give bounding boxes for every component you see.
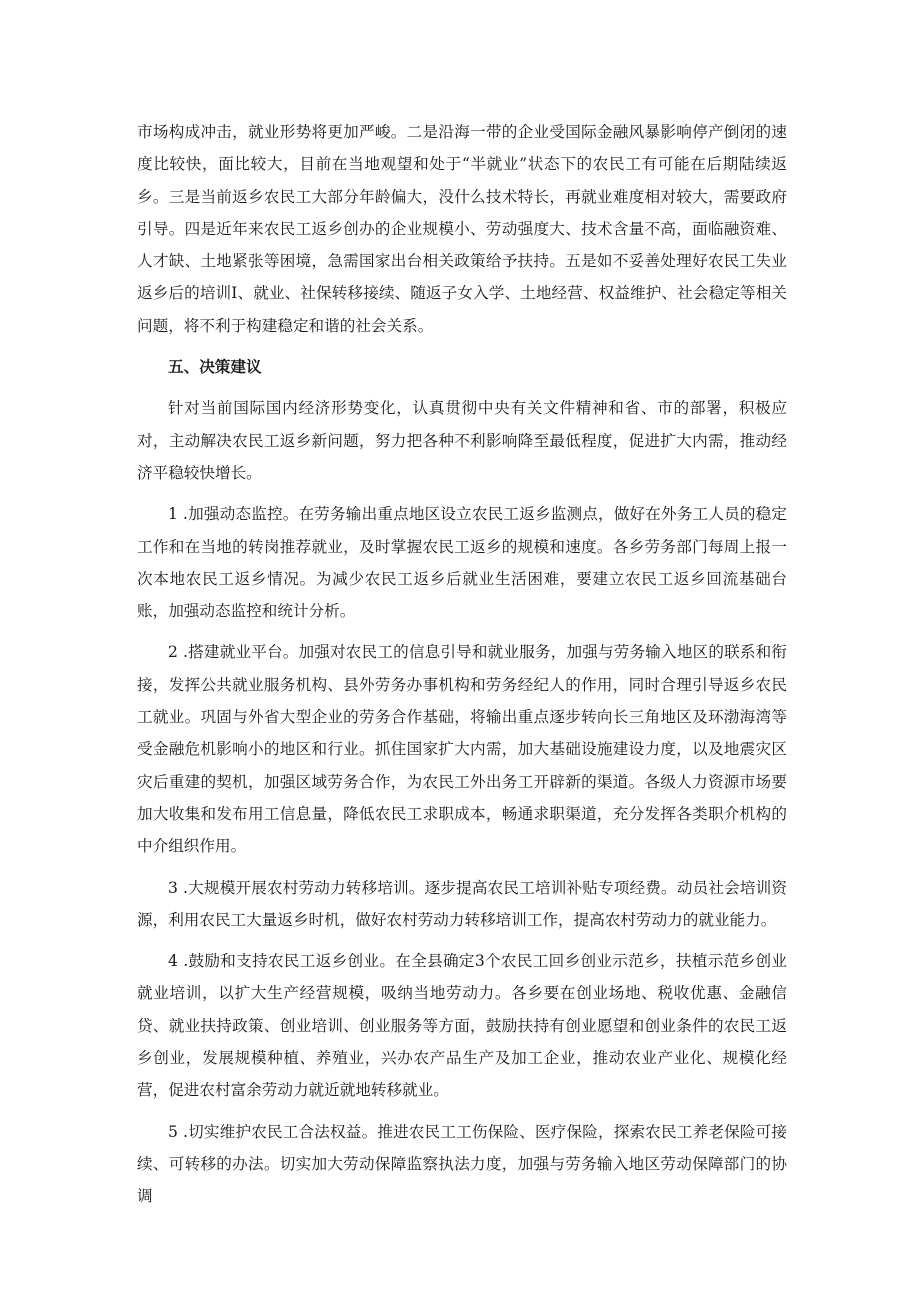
section-heading: 五、决策建议 <box>168 358 262 377</box>
recommendation-item-4: 4 .鼓励和支持农民工返乡创业。在全县确定3个农民工回乡创业示范乡，扶植示范乡创业就业培训，以扩大生产经营规模，吸纳当地劳动力。各乡要在创业场地、税收优惠、金融信贷、就业扶持政策、创业培训、创业服务等方面，鼓励扶持有创业愿望和创业条件的农民工返乡创业，发展规模种植、养殖业，兴办农产品生产及加工企业，推动农业产业化、规模化经营，促进农村富余劳动力就近就地转移就业。 <box>137 952 787 1100</box>
recommendation-item-5: 5 .切实维护农民工合法权益。推进农民工工伤保险、医疗保险，探索农民工养老保险可接续、可转移的办法。切实加大劳动保障监察执法力度，加强与劳务输入地区劳动保障部门的协调 <box>137 1122 787 1206</box>
intro-paragraph: 针对当前国际国内经济形势变化，认真贯彻中央有关文件精神和省、市的部署，积极应对，主动解决农民工返乡新问题，努力把各种不利影响降至最低程度，促进扩大内需，推动经济平稳较快增长。 <box>137 399 787 482</box>
recommendation-item-3: 3 .大规模开展农村劳动力转移培训。逐步提高农民工培训补贴专项经费。动员社会培训资源，利用农民工大量返乡时机，做好农村劳动力转移培训工作，提高农村劳动力的就业能力。 <box>137 878 787 929</box>
continuation-paragraph: 市场构成冲击，就业形势将更加严峻。二是沿海一带的企业受国际金融风暴影响停产倒闭的速度比较快，面比较大，目前在当地观望和处于“半就业”状态下的农民工有可能在后期陆续返乡。三是当前返乡农民工大部分年龄偏大，没什么技术特长，再就业难度相对较大，需要政府引导。四是近年来农民工返乡创办的企业规模小、劳动强度大、技术含量不高，面临融资难、人才缺、土地紧张等困境，急需国家出台相关政策给予扶持。五是如不妥善处理好农民工失业返乡后的培训I、就业、社保转移接续、随返子女入学、土地经营、权益维护、社会稳定等相关问题，将不利于构建稳定和谐的社会关系。 <box>137 123 787 335</box>
document-body <box>137 116 787 1222</box>
recommendation-item-1: 1 .加强动态监控。在劳务输出重点地区设立农民工返乡监测点，做好在外务工人员的稳定工作和在当地的转岗推荐就业，及时掌握农民工返乡的规模和速度。各乡劳务部门每周上报一次本地农民工返乡情况。为减少农民工返乡后就业生活困难，要建立农民工返乡回流基础台账，加强动态监控和统计分析。 <box>137 505 787 621</box>
recommendation-item-2: 2 .搭建就业平台。加强对农民工的信息引导和就业服务，加强与劳务输入地区的联系和衔接，发挥公共就业服务机构、县外劳务办事机构和劳务经纪人的作用，同时合理引导返乡农民工就业。巩固与外省大型企业的劳务合作基础，将输出重点逐步转向长三角地区及环渤海湾等受金融危机影响小的地区和行业。抓住国家扩大内需，加大基础设施建设力度，以及地震灾区灾后重建的契机，加强区域劳务合作，为农民工外出务工开辟新的渠道。各级人力资源市场要加大收集和发布用工信息量，降低农民工求职成本，畅通求职渠道，充分发挥各类职介机构的中介组织作用。 <box>137 643 787 856</box>
